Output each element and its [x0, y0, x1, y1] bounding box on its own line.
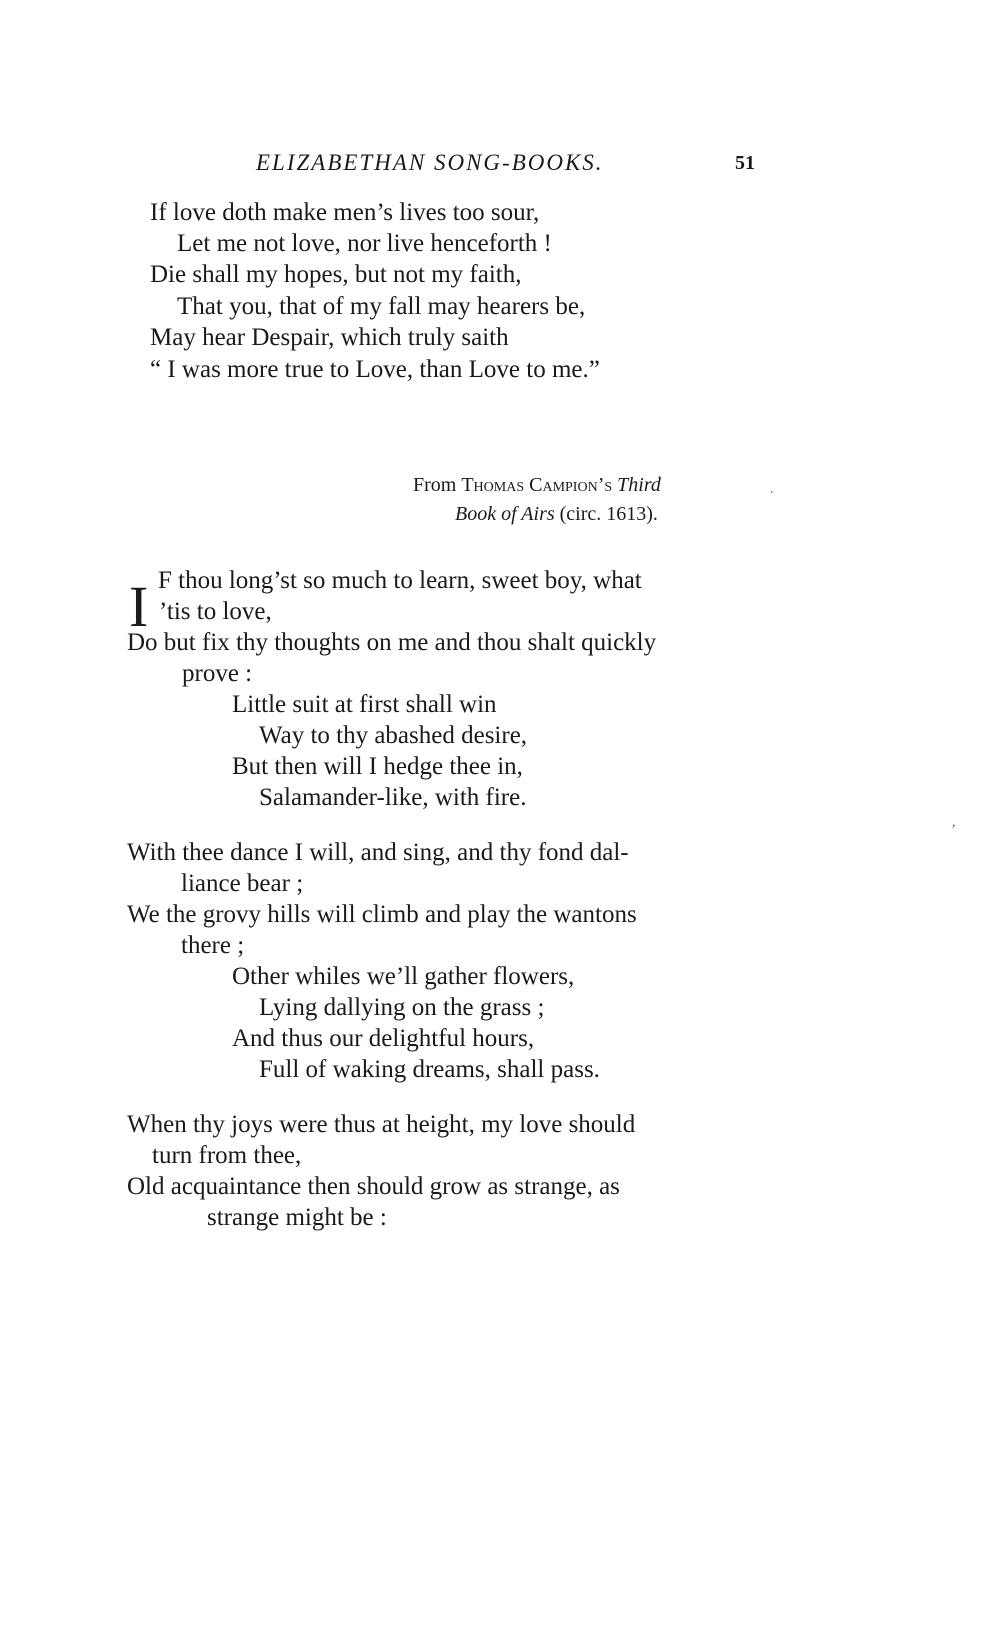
page-number: 51: [735, 152, 755, 174]
poem-line: Way to thy abashed desire,: [259, 722, 528, 749]
poem-line: Lying dallying on the grass ;: [259, 994, 545, 1021]
attribution-author: Thomas Campion’s: [461, 474, 613, 496]
poem-line: Do but fix thy thoughts on me and thou shalt quickly: [127, 629, 657, 656]
attribution-line-1: [413, 474, 661, 497]
attribution-line-2: [455, 503, 658, 526]
poem-line: Full of waking dreams, shall pass.: [259, 1056, 600, 1083]
attribution-date: (circ. 1613).: [559, 503, 658, 525]
poem-line: Old acquaintance then should grow as strange, as: [127, 1173, 620, 1200]
poem-line: there ;: [181, 932, 245, 959]
poem-line: Let me not love, nor live henceforth !: [177, 230, 552, 257]
poem-line: May hear Despair, which truly saith: [150, 324, 509, 351]
stray-mark: .: [770, 482, 774, 497]
poem-line: strange might be :: [207, 1204, 387, 1231]
poem-line: If love doth make men’s lives too sour,: [150, 199, 540, 226]
poem-line: prove :: [182, 660, 253, 687]
poem-line: Little suit at first shall win: [232, 691, 497, 718]
attribution-title-part2: Book of Airs: [455, 503, 555, 525]
poem-line: When thy joys were thus at height, my love should: [127, 1111, 636, 1138]
poem-line: “ I was more true to Love, than Love to me.”: [150, 356, 600, 383]
poem-line: F thou long’st so much to learn, sweet boy, what: [158, 567, 642, 594]
stray-mark: ,: [952, 815, 956, 830]
poem-line: That you, that of my fall may hearers be,: [177, 293, 586, 320]
poem-line: liance bear ;: [181, 870, 304, 897]
running-title: ELIZABETHAN SONG-BOOKS.: [256, 150, 604, 175]
poem-line: ’tis to love,: [159, 598, 272, 625]
attribution-title-part1: Third: [617, 474, 661, 496]
poem-line: Salamander-like, with fire.: [259, 784, 527, 811]
poem-line: Die shall my hopes, but not my faith,: [150, 261, 522, 288]
drop-cap: I: [129, 574, 149, 639]
attribution-from: From: [413, 474, 457, 496]
poem-line: But then will I hedge thee in,: [232, 753, 523, 780]
poem-line: And thus our delightful hours,: [232, 1025, 535, 1052]
poem-line: Other whiles we’ll gather flowers,: [232, 963, 575, 990]
poem-line: We the grovy hills will climb and play the wantons: [127, 901, 637, 928]
poem-line: With thee dance I will, and sing, and thy fond dal-: [127, 839, 629, 866]
poem-line: turn from thee,: [152, 1142, 302, 1169]
